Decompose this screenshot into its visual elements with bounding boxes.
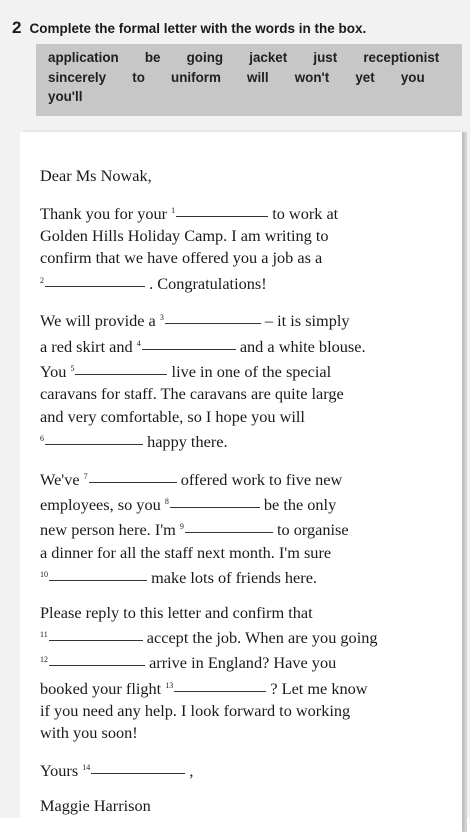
letter-paragraph-2	[40, 307, 460, 453]
exercise-number: 2	[12, 18, 22, 37]
blank-1[interactable]	[171, 200, 268, 225]
letter-text: make lots of friends here.	[147, 567, 317, 587]
letter-text: ? Let me know	[266, 678, 368, 698]
blank-12[interactable]	[40, 649, 145, 674]
letter-text: Please reply to this letter and confirm that	[40, 602, 313, 622]
letter-text: caravans for staff. The caravans are quite large	[40, 384, 344, 404]
blank-14[interactable]	[82, 757, 185, 782]
letter-text: new person here. I'm	[40, 520, 180, 540]
letter-closing	[40, 757, 460, 782]
exercise-instruction	[12, 18, 462, 38]
instruction-text: Complete the formal letter with the words in the box.	[29, 21, 367, 36]
blank-number: 2	[40, 275, 44, 285]
blank-number: 12	[40, 655, 48, 665]
letter-text: offered work to five new	[176, 469, 343, 489]
letter-text: and very comfortable, so I hope you will	[40, 406, 305, 426]
letter-text: We will provide a	[40, 311, 160, 331]
letter-paper	[20, 132, 462, 832]
blank-number: 9	[179, 522, 184, 532]
letter-text: Golden Hills Holiday Camp. I am writing to	[40, 226, 329, 246]
letter-paragraph-1	[40, 200, 460, 295]
letter-text: arrive in England? Have you	[145, 653, 337, 673]
letter-text: to work at	[268, 203, 339, 223]
blank-number: 6	[40, 433, 44, 443]
letter-text: – it is simply	[260, 311, 350, 331]
word-box-line: sincerely to uniform will won't yet you	[48, 69, 425, 85]
blank-6[interactable]	[40, 428, 143, 453]
blank-number: 5	[70, 364, 75, 374]
blank-8[interactable]	[165, 491, 260, 516]
blank-11[interactable]	[40, 624, 143, 649]
letter-text: if you need any help. I look forward to working	[40, 700, 351, 720]
letter-text: ,	[185, 761, 194, 781]
letter-text: employees, so you	[40, 495, 165, 515]
letter-text: happy there.	[143, 431, 228, 451]
blank-2[interactable]	[40, 270, 145, 295]
blank-number: 4	[136, 338, 141, 348]
letter-text: a dinner for all the staff next month. I'm sure	[40, 542, 332, 562]
blank-3[interactable]	[160, 307, 261, 332]
letter-text: We've	[40, 469, 84, 489]
letter-text: and a white blouse.	[235, 336, 366, 356]
word-box	[36, 44, 462, 116]
blank-number: 1	[171, 205, 176, 215]
blank-number: 14	[82, 763, 91, 773]
letter-text: booked your flight	[40, 678, 166, 698]
blank-13[interactable]	[165, 675, 266, 700]
letter-text: live in one of the special	[167, 362, 332, 382]
blank-number: 8	[164, 497, 169, 507]
letter-text: You	[40, 362, 71, 382]
letter-greeting: Dear Ms Nowak,	[40, 166, 152, 185]
blank-number: 10	[40, 569, 48, 579]
blank-10[interactable]	[40, 564, 147, 589]
letter-text: be the only	[259, 495, 337, 515]
letter-text: to organise	[272, 520, 349, 540]
letter-text: confirm that we have offered you a job as a	[40, 248, 323, 268]
blank-9[interactable]	[180, 516, 273, 541]
letter-paragraph-4	[40, 602, 460, 745]
blank-number: 13	[165, 680, 174, 690]
blank-4[interactable]	[137, 333, 236, 358]
letter-signature: Maggie Harrison	[40, 795, 151, 815]
blank-5[interactable]	[70, 358, 167, 383]
letter-text: accept the job. When are you going	[142, 628, 378, 648]
blank-7[interactable]	[84, 466, 177, 491]
letter-text: a red skirt and	[40, 336, 137, 356]
letter-text: with you soon!	[40, 723, 138, 743]
blank-number: 3	[159, 313, 164, 323]
letter-body	[40, 165, 460, 817]
blank-number: 7	[83, 471, 88, 481]
blank-number: 11	[40, 630, 48, 640]
letter-paragraph-3	[40, 466, 460, 589]
word-box-line: application be going jacket just receptionist	[48, 50, 440, 65]
letter-text: . Congratulations!	[145, 273, 267, 293]
letter-text: Yours	[40, 761, 83, 781]
letter-text: Thank you for your	[40, 203, 172, 223]
word-box-line: you'll	[48, 89, 83, 104]
